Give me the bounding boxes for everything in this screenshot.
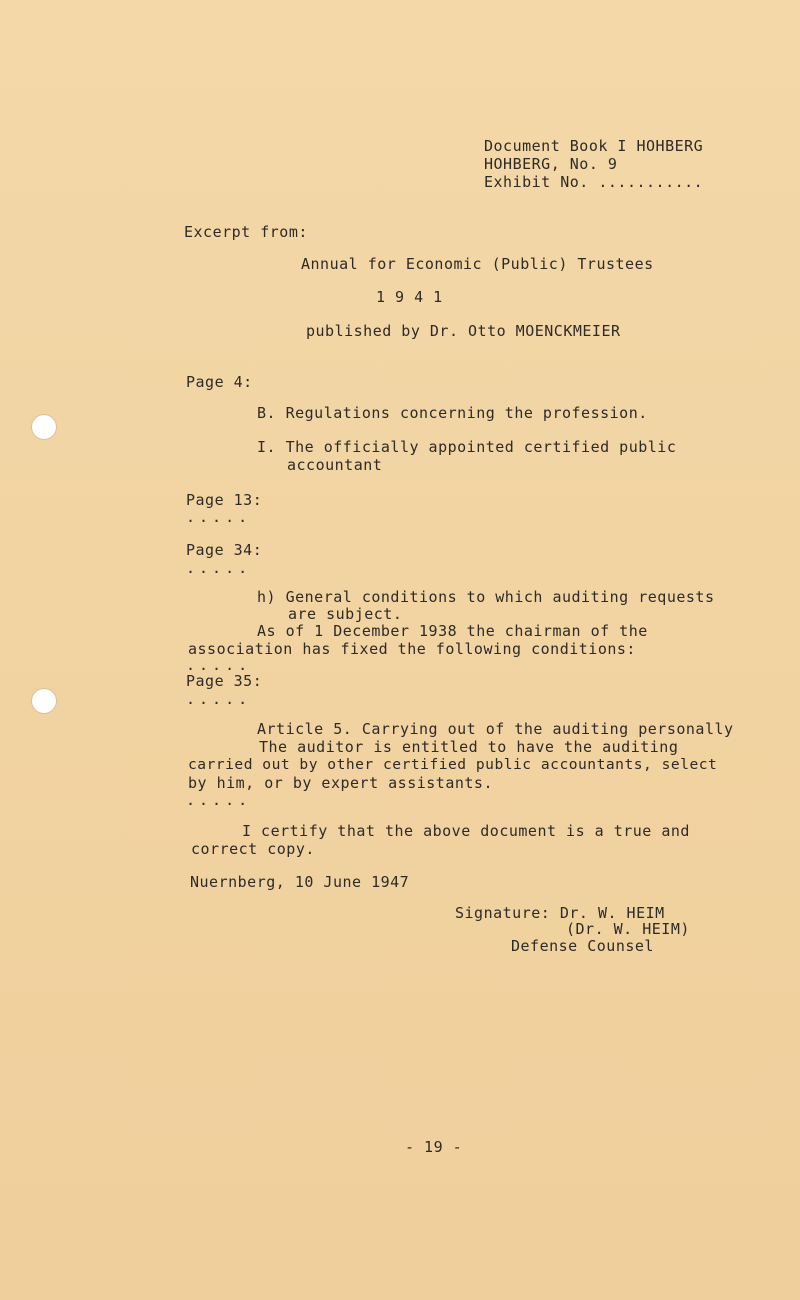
punch-hole-top: [31, 414, 57, 440]
certification-line-2: correct copy.: [191, 840, 315, 858]
article-5-line-4: by him, or by expert assistants.: [188, 774, 493, 792]
source-title: Annual for Economic (Public) Trustees: [301, 255, 654, 273]
source-year: 1 9 4 1: [376, 288, 443, 306]
source-publisher: published by Dr. Otto MOENCKMEIER: [306, 322, 621, 340]
header-exhibit-no: Exhibit No. ...........: [484, 173, 704, 191]
section-i-line-1: I. The officially appointed certified public: [257, 438, 677, 456]
section-b-line: B. Regulations concerning the profession.: [257, 404, 648, 422]
ellipsis-dots: .....: [186, 656, 252, 674]
page-35-label: Page 35:: [186, 672, 263, 690]
ellipsis-dots: .....: [186, 690, 252, 708]
place-date: Nuernberg, 10 June 1947: [190, 873, 410, 891]
page-number: - 19 -: [405, 1138, 463, 1156]
ellipsis-dots: .....: [186, 508, 252, 526]
signature-role: Defense Counsel: [511, 937, 654, 955]
as-of-line: As of 1 December 1938 the chairman of the: [257, 622, 648, 640]
article-5-line-1: Article 5. Carrying out of the auditing personally: [257, 720, 734, 738]
page-13-label: Page 13:: [186, 491, 263, 509]
section-i-line-2: accountant: [287, 456, 383, 474]
header-document-book: Document Book I HOHBERG: [484, 137, 704, 155]
ellipsis-dots: .....: [186, 791, 252, 809]
article-5-line-2: The auditor is entitled to have the auditing: [259, 738, 679, 756]
page-4-label: Page 4:: [186, 373, 253, 391]
ellipsis-dots: .....: [186, 559, 252, 577]
certification-line-1: I certify that the above document is a true and: [242, 822, 690, 840]
section-h-line-2: are subject.: [288, 605, 403, 623]
header-hohberg-no: HOHBERG, No. 9: [484, 155, 618, 173]
signature-line: Signature: Dr. W. HEIM: [455, 904, 665, 922]
punch-hole-bottom: [31, 688, 57, 714]
excerpt-label: Excerpt from:: [184, 223, 308, 241]
signature-name-parenthetical: (Dr. W. HEIM): [566, 920, 690, 938]
page-34-label: Page 34:: [186, 541, 263, 559]
section-h-line-1: h) General conditions to which auditing requests: [257, 588, 715, 606]
association-line: association has fixed the following conditions:: [188, 640, 636, 658]
article-5-line-3: carried out by other certified public accountants, select: [188, 756, 718, 773]
